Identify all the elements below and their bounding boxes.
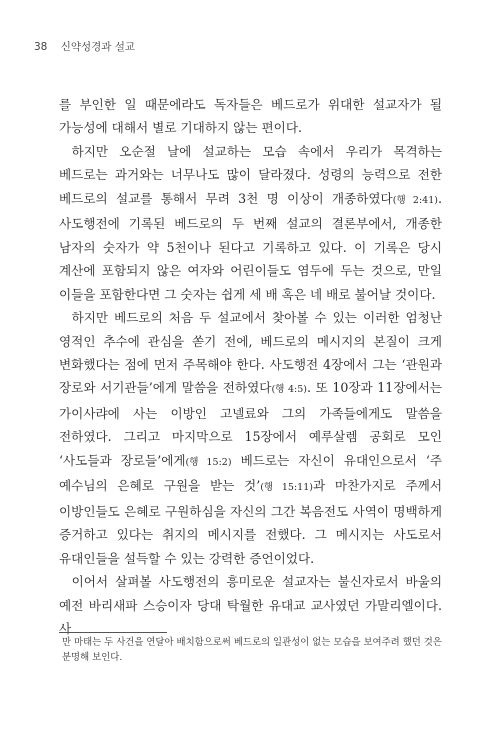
body-text bbox=[59, 93, 442, 640]
running-head bbox=[34, 39, 135, 54]
scripture-reference: (행 4:5) bbox=[271, 384, 307, 396]
footnote: 만 마태는 두 사건을 연달아 배치함으로써 베드로의 일관성이 없는 모습을 보여주려 했던 것은 분명해 보인다. bbox=[62, 637, 442, 663]
scripture-reference: (행 2:41) bbox=[392, 194, 438, 206]
book-title: 신약성경과 설교 bbox=[60, 41, 136, 53]
paragraph-text: 과 마찬가지로 주께서 이방인들도 은혜로 구원하심을 자신의 그간 복음전도 사역이 명백하게 증거하고 있다는 취지의 메시지를 전했다. 그 메시지는 사도로서 유대인들을 설득할 수 있는 강력한 증언이었다. bbox=[59, 478, 442, 566]
footnote-divider bbox=[59, 632, 167, 633]
paragraph-text: . 사도행전에 기록된 베드로의 두 번째 설교의 결론부에서, 개종한 남자의 숫자가 약 5천이나 된다고 기록하고 있다. 이 기록은 당시 계산에 포함되지 않은 여자와 어린이들도 염두에 두는 것으로, 만일 이들을 포함한다면 그 숫자는 쉽게 세 배 혹은 네 배로 불어날 것이다. bbox=[59, 190, 442, 302]
paragraph-text: . 또 10장과 11장에서는 가이사랴에 사는 이방인 고넬료와 그의 가족들에게도 말씀을 전하였다. 그리고 마지막으로 15장에서 예루살렘 공회로 모인 ‘사도들과 장로들’에게 bbox=[59, 380, 442, 468]
paragraph bbox=[59, 140, 442, 306]
page-number: 38 bbox=[34, 41, 48, 53]
scripture-reference: (행 15:2) bbox=[185, 456, 232, 468]
paragraph-text: 베드로는 자신이 유대인으로서 ‘주 예수님의 은혜로 구원을 받는 것’ bbox=[59, 452, 443, 494]
paragraph bbox=[59, 570, 442, 640]
paragraph-text: 이어서 살펴볼 사도행전의 흥미로운 설교자는 불신자로서 바울의 예전 바리새파 스승이자 당대 탁월한 유대교 교사였던 가말리엘이다. 사 bbox=[59, 574, 442, 636]
paragraph bbox=[59, 306, 442, 570]
paragraph-text: 하지만 베드로의 처음 두 설교에서 찾아볼 수 있는 이러한 엄청난 영적인 추수에 관심을 쏟기 전에, 베드로의 메시지의 본질이 크게 변화했다는 점에 먼저 주목해야 한다. 사도행전 4장에서 그는 ‘관원과 장로와 서기관들’에게 말씀을 전하였다 bbox=[59, 310, 442, 396]
paragraph-text: 하지만 오순절 날에 설교하는 모습 속에서 우리가 목격하는 베드로는 과거와는 너무나도 많이 달라졌다. 성령의 능력으로 전한 베드로의 설교를 통해서 무려 3천 명 이상이 개종하였다 bbox=[59, 143, 442, 206]
paragraph bbox=[59, 93, 442, 140]
paragraph-text: 를 부인한 일 때문에라도 독자들은 베드로가 위대한 설교자가 될 가능성에 대해서 별로 기대하지 않는 편이다. bbox=[59, 97, 442, 136]
scripture-reference: (행 15:11) bbox=[260, 482, 313, 494]
